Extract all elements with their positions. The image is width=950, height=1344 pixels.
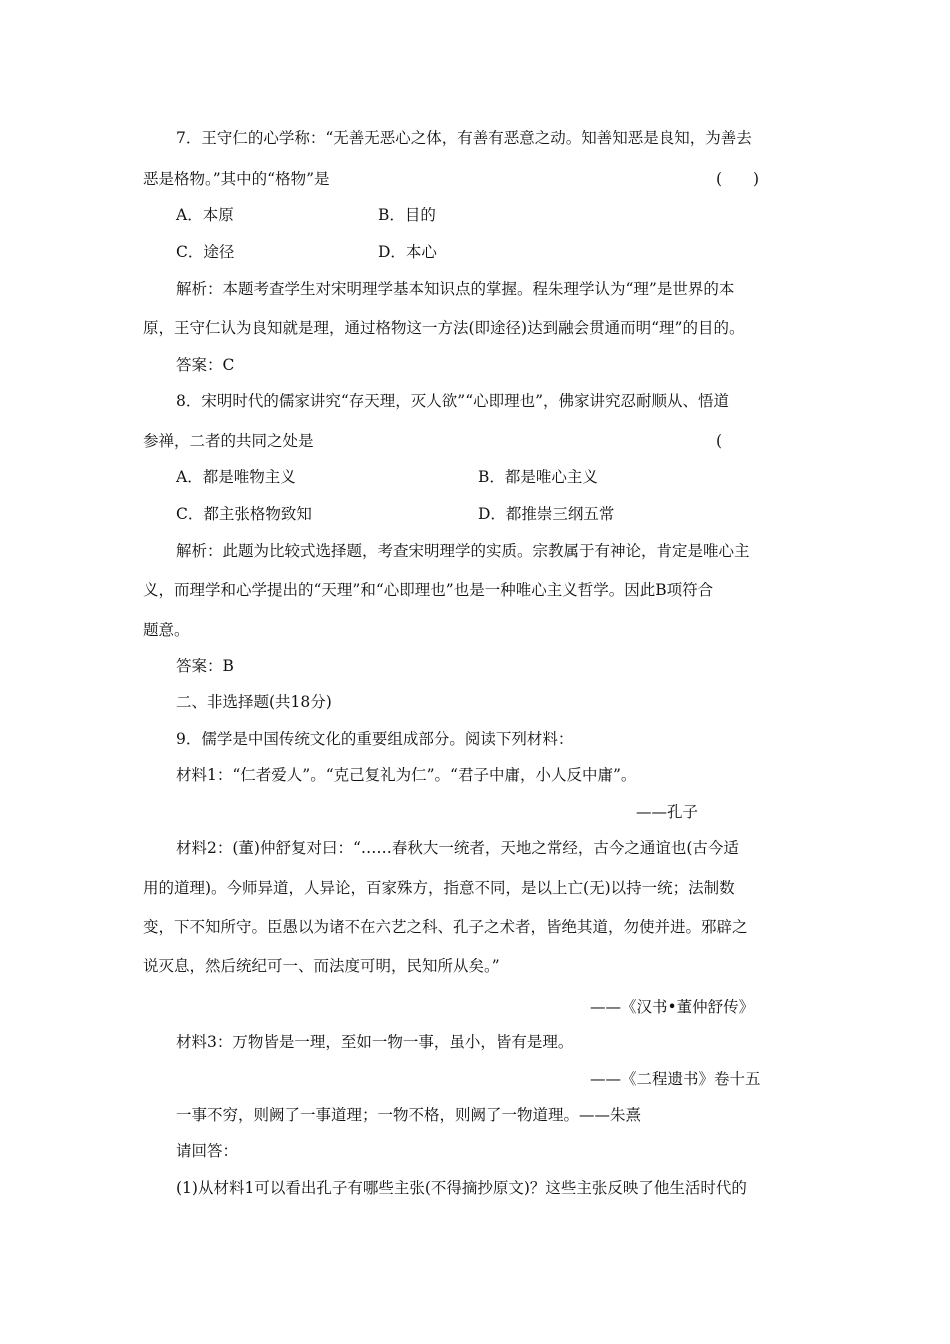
q9-material2-line2: 用的道理)。今师异道，人异论，百家殊方，指意不同，是以上亡(无)以持一统；法制数 bbox=[143, 879, 735, 897]
q9-subquestion1: (1)从材料1可以看出孔子有哪些主张(不得摘抄原文)？这些主张反映了他生活时代的 bbox=[176, 1179, 747, 1197]
q9-material2-line4: 说灭息，然后统纪可一、而法度可明，民知所从矣。” bbox=[143, 957, 500, 975]
q7-option-b: B．目的 bbox=[378, 206, 436, 224]
q8-option-c: C．都主张格物致知 bbox=[176, 505, 312, 523]
q7-stem-line2: 恶是格物。”其中的“格物”是 bbox=[143, 170, 330, 188]
q9-material3-source: ——《二程遗书》卷十五 bbox=[590, 1070, 761, 1088]
q7-answer: 答案：C bbox=[176, 356, 235, 374]
q7-stem-line1: 7．王守仁的心学称：“无善无恶心之体，有善有恶意之动。知善知恶是良知，为善去 bbox=[176, 129, 752, 147]
q8-option-d: D．都推崇三纲五常 bbox=[478, 505, 615, 523]
q8-answer-paren: ( bbox=[716, 432, 723, 450]
q7-analysis-line2: 原，王守仁认为良知就是理，通过格物这一方法(即途径)达到融会贯通而明“理”的目的。 bbox=[143, 319, 745, 337]
q8-analysis-line3: 题意。 bbox=[143, 621, 190, 639]
q7-option-c: C．途径 bbox=[176, 243, 235, 261]
q8-stem-line2: 参禅，二者的共同之处是 bbox=[143, 432, 314, 450]
q8-analysis-line1: 解析：此题为比较式选择题，考查宋明理学的实质。宗教属于有神论，肯定是唯心主 bbox=[176, 542, 750, 560]
q9-material1-source: ——孔子 bbox=[636, 803, 699, 821]
q8-analysis-line2: 义，而理学和心学提出的“天理”和“心即理也”也是一种唯心主义哲学。因此B项符合 bbox=[143, 581, 714, 599]
q7-answer-paren: ( ) bbox=[716, 170, 760, 188]
q9-material2-line3: 变，下不知所守。臣愚以为诸不在六艺之科、孔子之术者，皆绝其道，勿使并进。邪辟之 bbox=[143, 918, 748, 936]
q7-option-a: A．本原 bbox=[176, 206, 234, 224]
q9-material2-line1: 材料2：(董)仲舒复对曰：“……春秋大一统者，天地之常经，古今之通谊也(古今适 bbox=[176, 839, 739, 857]
q8-option-a: A．都是唯物主义 bbox=[176, 468, 296, 486]
q8-option-b: B．都是唯心主义 bbox=[478, 468, 598, 486]
q9-material1: 材料1：“仁者爱人”。“克己复礼为仁”。“君子中庸，小人反中庸”。 bbox=[176, 766, 637, 784]
q9-material3: 材料3：万物皆是一理，至如一物一事，虽小，皆有是理。 bbox=[176, 1033, 574, 1051]
q9-prompt: 请回答： bbox=[176, 1142, 239, 1160]
q8-stem-line1: 8．宋明时代的儒家讲究“存天理，灭人欲”“心即理也”，佛家讲究忍耐顺从、悟道 bbox=[176, 392, 730, 410]
q8-answer: 答案：B bbox=[176, 657, 234, 675]
q9-intro: 9．儒学是中国传统文化的重要组成部分。阅读下列材料： bbox=[176, 730, 574, 748]
q7-option-d: D．本心 bbox=[378, 243, 437, 261]
q9-material2-source: ——《汉书•董仲舒传》 bbox=[590, 998, 755, 1016]
q7-analysis-line1: 解析：本题考查学生对宋明理学基本知识点的掌握。程朱理学认为“理”是世界的本 bbox=[176, 280, 735, 298]
section-heading: 二、非选择题(共18分) bbox=[176, 693, 332, 711]
q9-material3-extra: 一事不穷，则阙了一事道理；一物不格，则阙了一物道理。——朱熹 bbox=[176, 1106, 642, 1124]
